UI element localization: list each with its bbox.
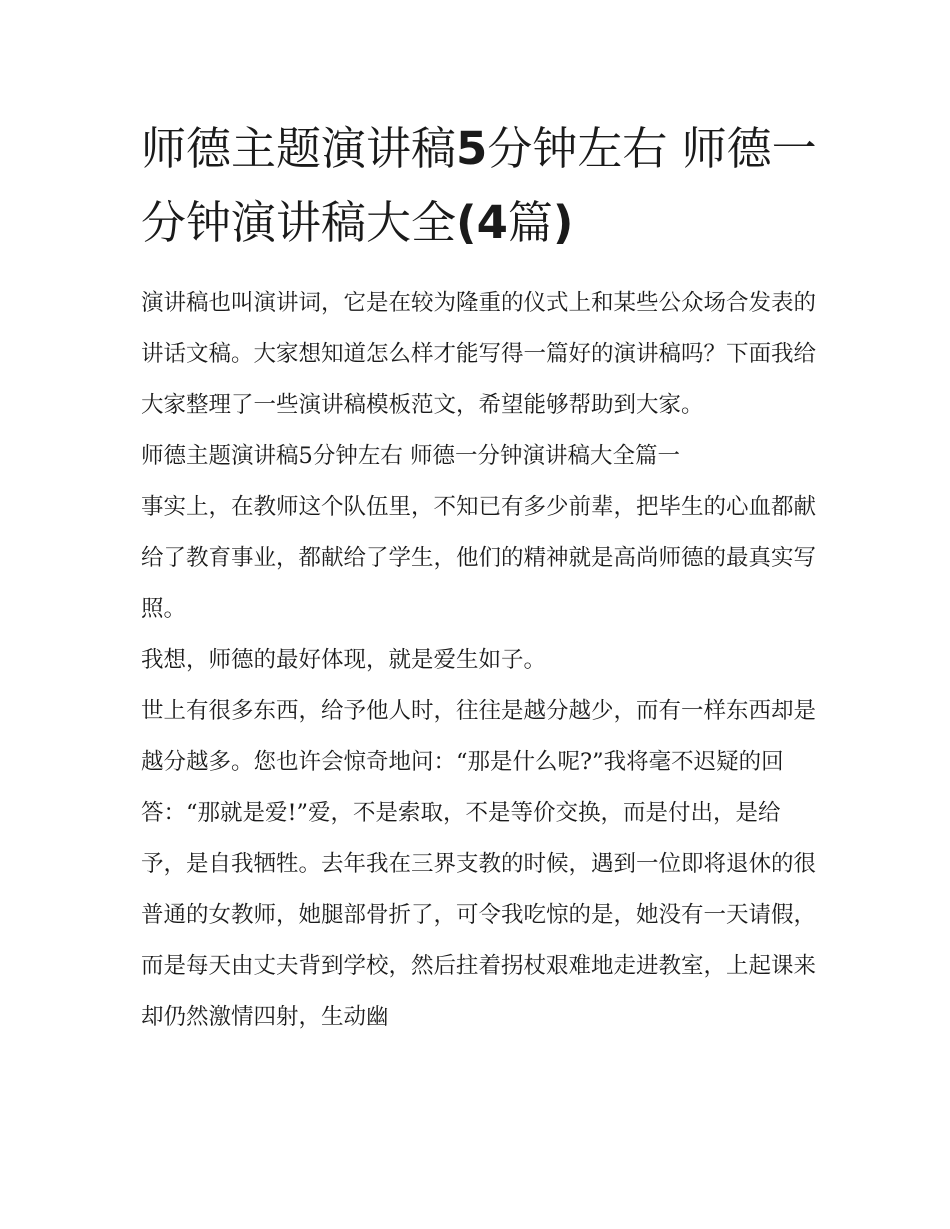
paragraph-body-1: 事实上，在教师这个队伍里，不知已有多少前辈，把毕生的心血都献给了教育事业，都献给了学生，他们的精神就是高尚师德的最真实写照。 (141, 494, 817, 622)
paragraph-body-3: 世上有很多东西，给予他人时，往往是越分越少，而有一样东西却是越分越多。您也许会惊奇地问：“那是什么呢?”我将毫不迟疑的回答：“那就是爱!”爱，不是索取，不是等价交换，而是付出，是给予，是自我牺牲。去年我在三界支教的时候，遇到一位即将退休的很普通的女教师，她腿部骨折了，可令我吃惊的是，她没有一天请假，而是每天由丈夫背到学校，然后拄着拐杖艰难地走进教室，上起课来却仍然激情四射，生动幽 (141, 698, 817, 1030)
document-title: 师德主题演讲稿5分钟左右 师德一分钟演讲稿大全(4篇) (141, 122, 817, 249)
paragraph-section-heading: 师德主题演讲稿5分钟左右 师德一分钟演讲稿大全篇一 (141, 443, 680, 469)
document-body (141, 278, 816, 1043)
paragraph-body-2: 我想，师德的最好体现，就是爱生如子。 (141, 647, 547, 673)
paragraph-intro: 演讲稿也叫演讲词，它是在较为隆重的仪式上和某些公众场合发表的讲话文稿。大家想知道怎么样才能写得一篇好的演讲稿吗？下面我给大家整理了一些演讲稿模板范文，希望能够帮助到大家。 (141, 290, 817, 418)
